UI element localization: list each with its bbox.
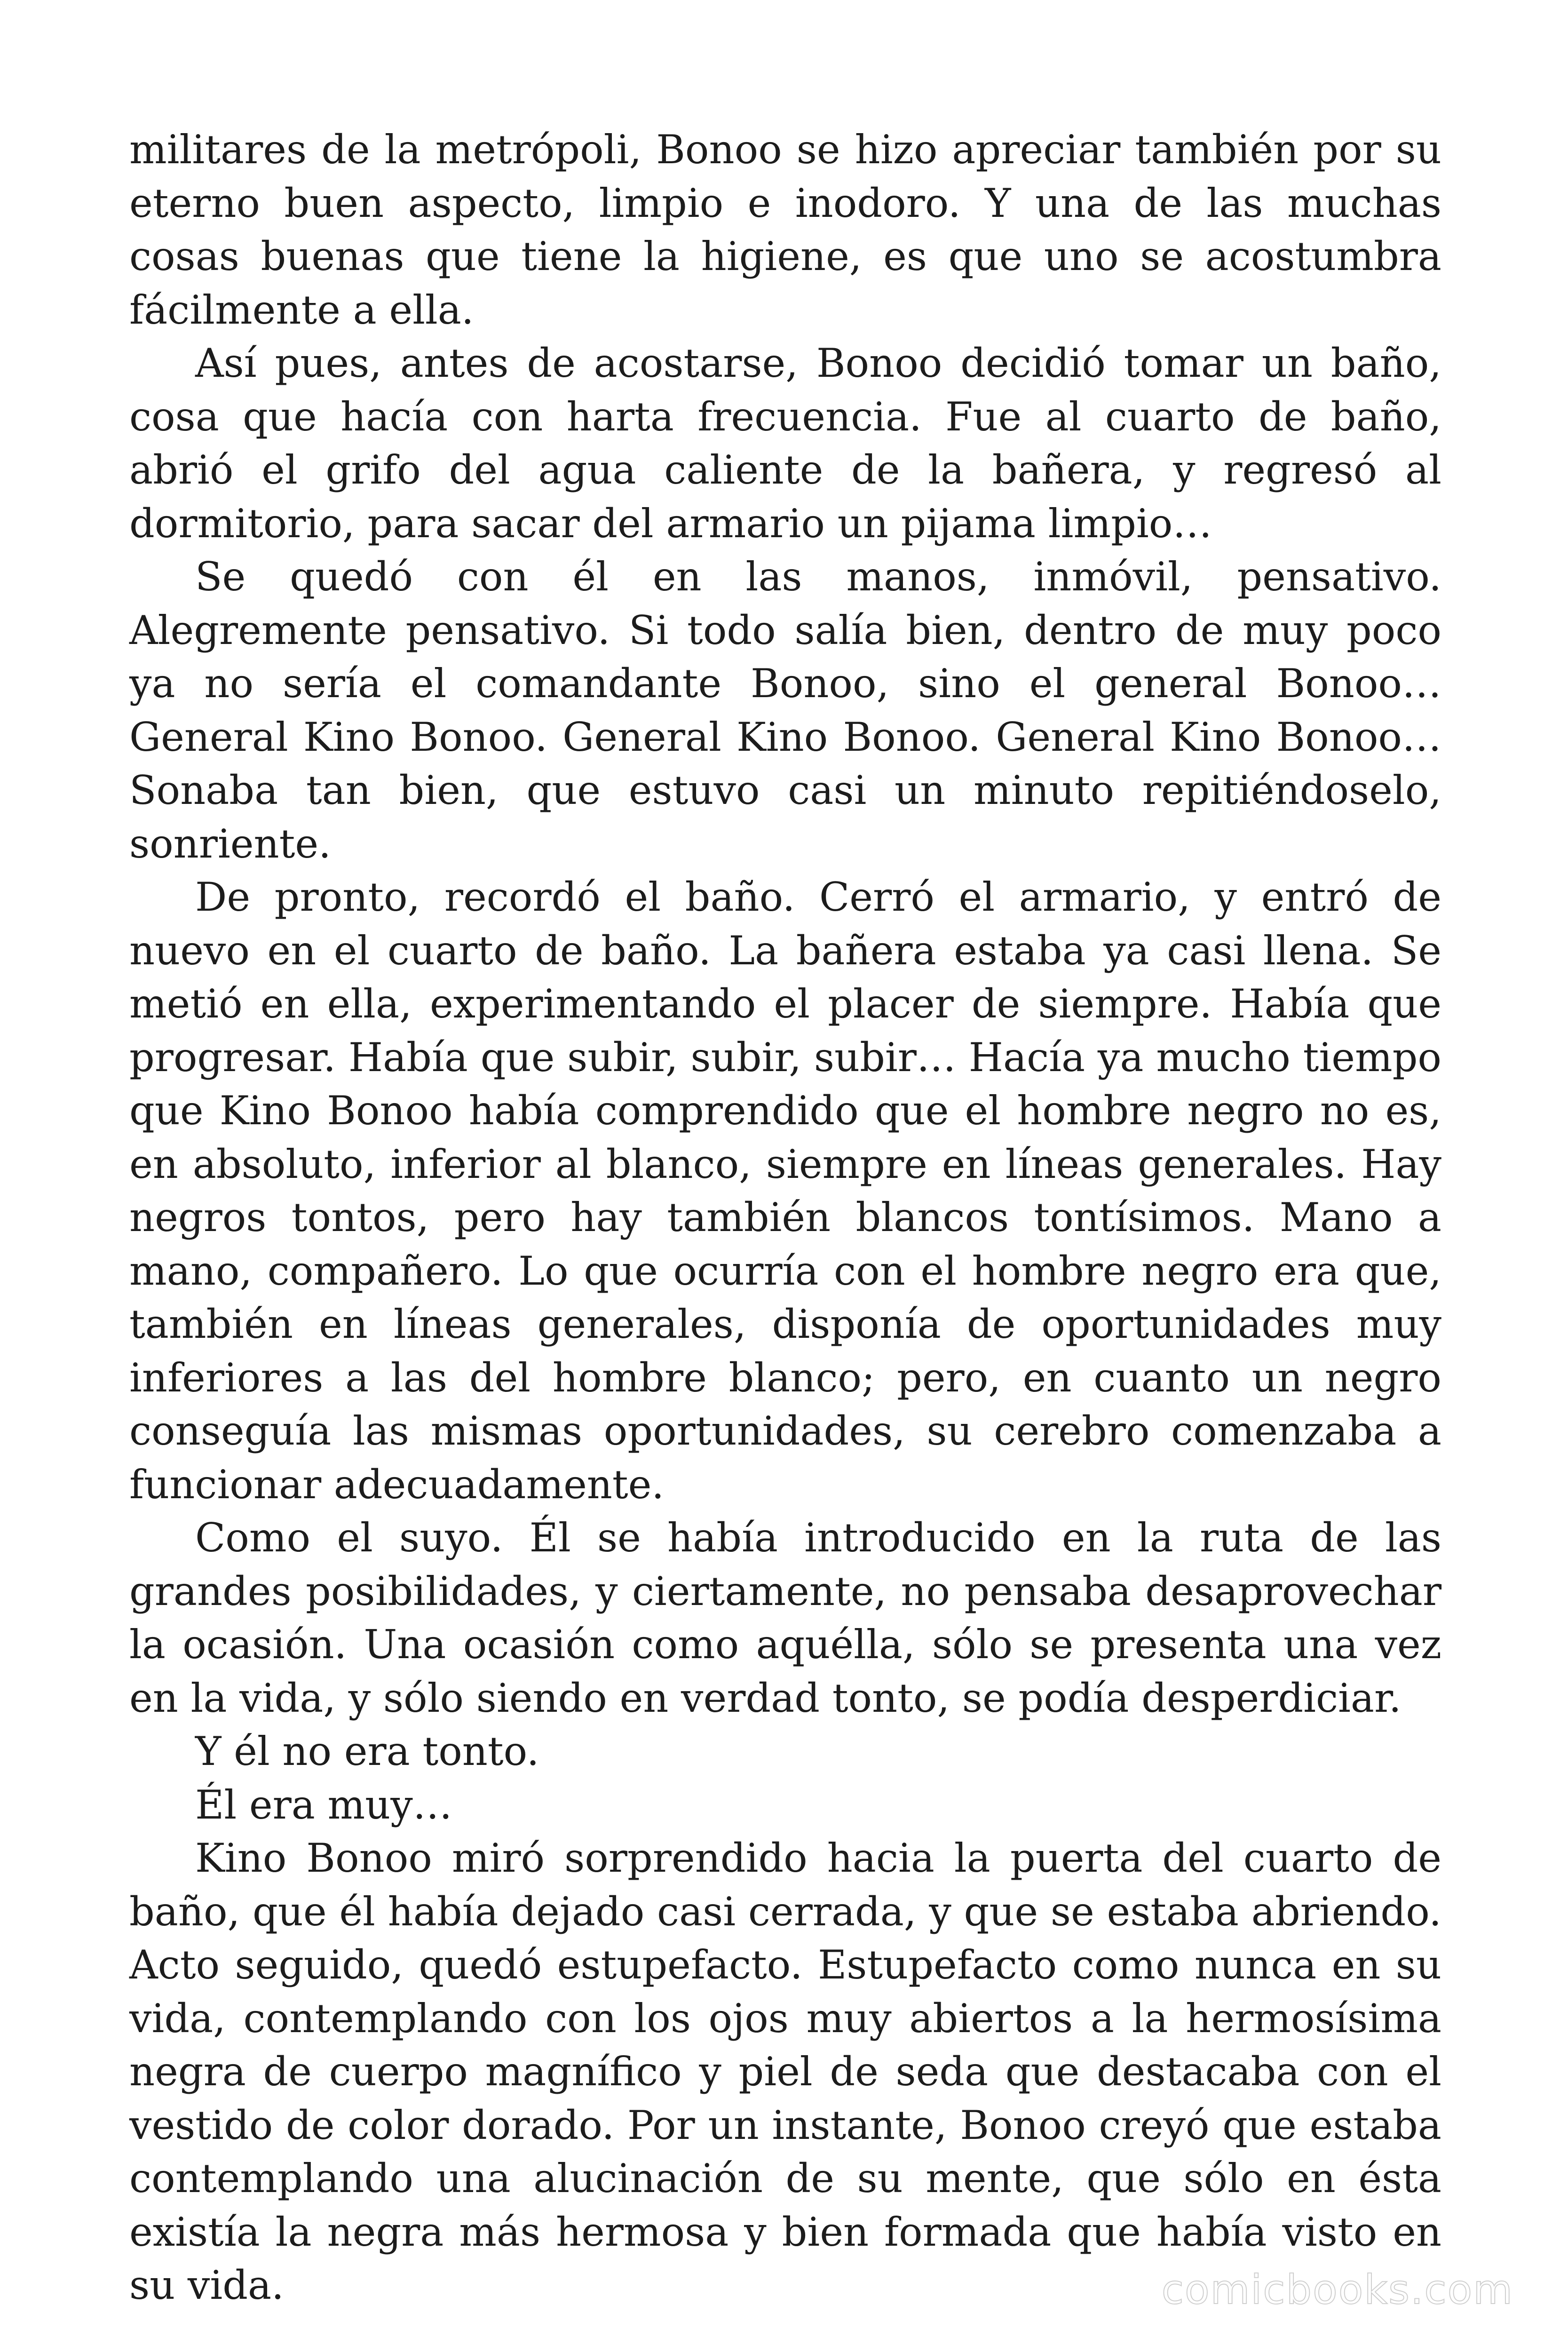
paragraph: Él era muy… — [195, 1781, 452, 1828]
page-body — [129, 123, 1441, 2312]
paragraph: Como el suyo. Él se había introducido en la ruta de las grandes posibilidades, y ciertamente, no pensaba desaprovechar la ocasión. Una ocasión como aquélla, sólo se presenta una vez en la vida, y sólo siendo en verdad tonto, se podía desperdiciar. — [129, 1515, 1441, 1721]
paragraph: De pronto, recordó el baño. Cerró el armario, y entró de nuevo en el cuarto de baño. La bañera estaba ya casi llena. Se metió en ella, experimentando el placer de siempre. Había que progresar. Había que subir, subir, subir… Hacía ya mucho tiempo que Kino Bonoo había comprendido que el hombre negro no es, en absoluto, inferior al blanco, siempre en líneas generales. Hay negros tontos, pero hay también blancos tontísimos. Mano a mano, compañero. Lo que ocurría con el hombre negro era que, también en líneas generales, disponía de oportunidades muy inferiores a las del hombre blanco; pero, en cuanto un negro conseguía las mismas oportunidades, su cerebro comenzaba a funcionar adecuadamente. — [129, 874, 1441, 1508]
paragraph: Y él no era tonto. — [195, 1728, 539, 1774]
paragraph: Kino Bonoo miró sorprendido hacia la puerta del cuarto de baño, que él había dejado casi cerrada, y que se estaba abriendo. Acto seguido, quedó estupefacto. Estupefacto como nunca en su vida, contemplando con los ojos muy abiertos a la hermosísima negra de cuerpo magnífico y piel de seda que destacaba con el vestido de color dorado. Por un instante, Bonoo creyó que estaba contemplando una alucinación de su mente, que sólo en ésta existía la negra más hermosa y bien formada que había visto en su vida. — [129, 1835, 1441, 2308]
paragraph: Así pues, antes de acostarse, Bonoo decidió tomar un baño, cosa que hacía con harta frecuencia. Fue al cuarto de baño, abrió el grifo del agua caliente de la bañera, y regresó al dormitorio, para sacar del armario un pijama limpio… — [129, 340, 1441, 547]
watermark: comicbooks.com — [1161, 2266, 1513, 2313]
paragraph: Se quedó con él en las manos, inmóvil, pensativo. Alegremente pensativo. Si todo salía bien, dentro de muy poco ya no sería el comandante Bonoo, sino el general Bonoo… General Kino Bonoo. General Kino Bonoo. General Kino Bonoo… Sonaba tan bien, que estuvo casi un minuto repitiéndoselo, sonriente. — [129, 554, 1441, 867]
paragraph: militares de la metrópoli, Bonoo se hizo apreciar también por su eterno buen aspecto, limpio e inodoro. Y una de las muchas cosas buenas que tiene la higiene, es que uno se acostumbra fácilmente a ella. — [129, 127, 1441, 333]
